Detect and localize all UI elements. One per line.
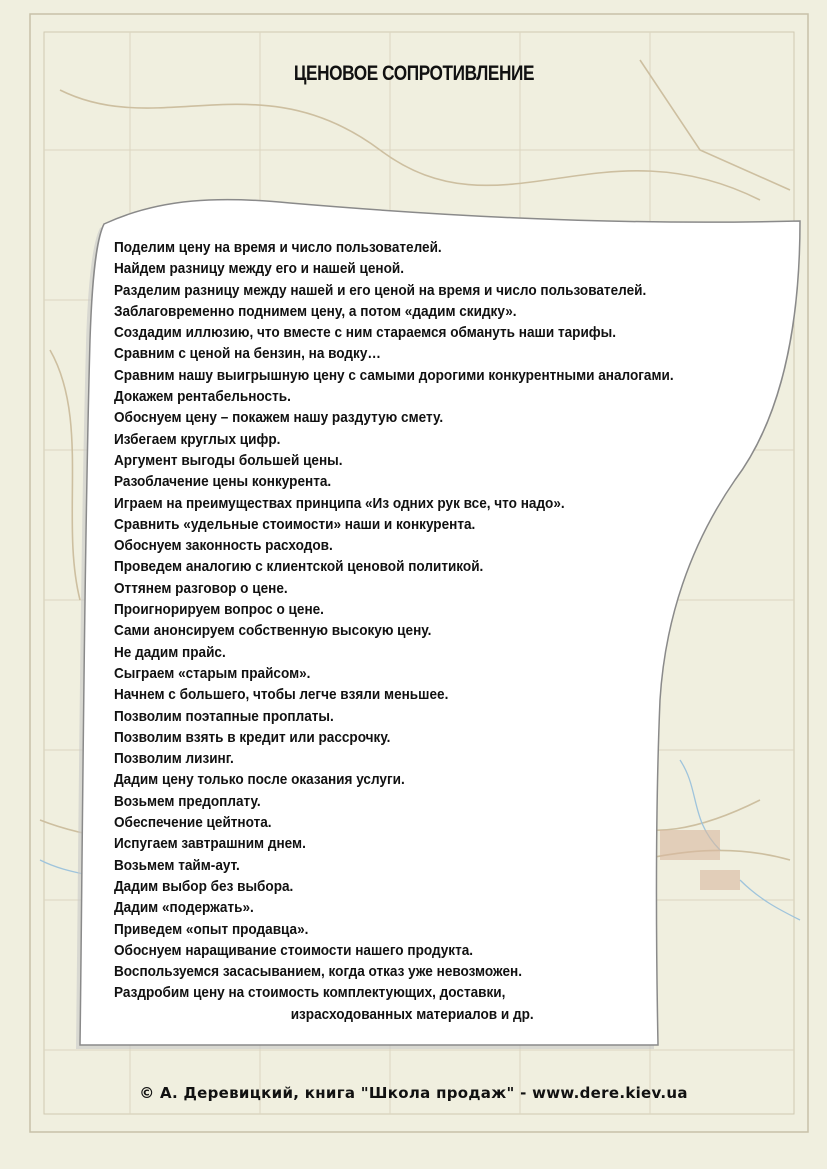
list-item-continuation: израсходованных материалов и др. bbox=[290, 1006, 534, 1023]
list-item: Раздробим цену на стоимость комплектующих, доставки, bbox=[114, 985, 506, 1002]
list-item: Сравним с ценой на бензин, на водку… bbox=[114, 346, 381, 363]
list-item: Сыграем «старым прайсом». bbox=[114, 665, 311, 682]
list-item: Сравнить «удельные стоимости» наши и конкурента. bbox=[114, 516, 476, 533]
list-item: Обоснуем наращивание стоимости нашего продукта. bbox=[114, 942, 474, 959]
list-item: Разделим разницу между нашей и его ценой на время и число пользователей. bbox=[114, 282, 647, 299]
list-item: Обеспечение цейтнота. bbox=[114, 815, 272, 832]
list-item: Оттянем разговор о цене. bbox=[114, 580, 288, 597]
list-item: Создадим иллюзию, что вместе с ним стараемся обмануть наши тарифы. bbox=[114, 325, 617, 342]
list-item: Обоснуем цену – покажем нашу раздутую смету. bbox=[114, 410, 444, 427]
list-item: Проигнорируем вопрос о цене. bbox=[114, 602, 324, 619]
list-item: Найдем разницу между его и нашей ценой. bbox=[114, 261, 405, 278]
list-item: Обоснуем законность расходов. bbox=[114, 538, 333, 555]
list-item: Аргумент выгоды большей цены. bbox=[114, 452, 343, 469]
list-item: Позволим взять в кредит или рассрочку. bbox=[114, 729, 391, 746]
list-item: Позволим поэтапные проплаты. bbox=[114, 708, 334, 725]
list-item: Не дадим прайс. bbox=[114, 644, 226, 661]
list-item: Сравним нашу выигрышную цену с самыми дорогими конкурентными аналогами. bbox=[114, 367, 674, 384]
list-item: Начнем с большего, чтобы легче взяли меньшее. bbox=[114, 687, 449, 704]
list-item: Приведем «опыт продавца». bbox=[114, 921, 309, 938]
list-item: Возьмем тайм-аут. bbox=[114, 857, 240, 874]
list-item: Дадим цену только после оказания услуги. bbox=[114, 772, 405, 789]
list-item: Дадим «подержать». bbox=[114, 900, 254, 917]
list-item: Заблаговременно поднимем цену, а потом «дадим скидку». bbox=[114, 303, 517, 320]
list-item: Дадим выбор без выбора. bbox=[114, 878, 294, 895]
list-item: Играем на преимуществах принципа «Из одних рук все, что надо». bbox=[114, 495, 565, 512]
list-item: Возьмем предоплату. bbox=[114, 793, 261, 810]
list-item: Избегаем круглых цифр. bbox=[114, 431, 281, 448]
list-item: Поделим цену на время и число пользователей. bbox=[114, 240, 442, 256]
list-item: Проведем аналогию с клиентской ценовой политикой. bbox=[114, 559, 484, 576]
objection-technique-list bbox=[114, 238, 814, 1026]
copyright-footer: © А. Деревицкий, книга "Школа продаж" - www.dere.kiev.ua bbox=[139, 1084, 688, 1102]
list-item: Позволим лизинг. bbox=[114, 751, 234, 768]
list-item: Сами анонсируем собственную высокую цену. bbox=[114, 623, 432, 640]
list-item: Докажем рентабельность. bbox=[114, 389, 291, 406]
list-item: Разоблачение цены конкурента. bbox=[114, 474, 332, 491]
list-item: Испугаем завтрашним днем. bbox=[114, 836, 306, 853]
page-title: ЦЕНОВОЕ СОПРОТИВЛЕНИЕ bbox=[293, 62, 535, 85]
list-item: Воспользуемся засасыванием, когда отказ уже невозможен. bbox=[114, 964, 522, 981]
